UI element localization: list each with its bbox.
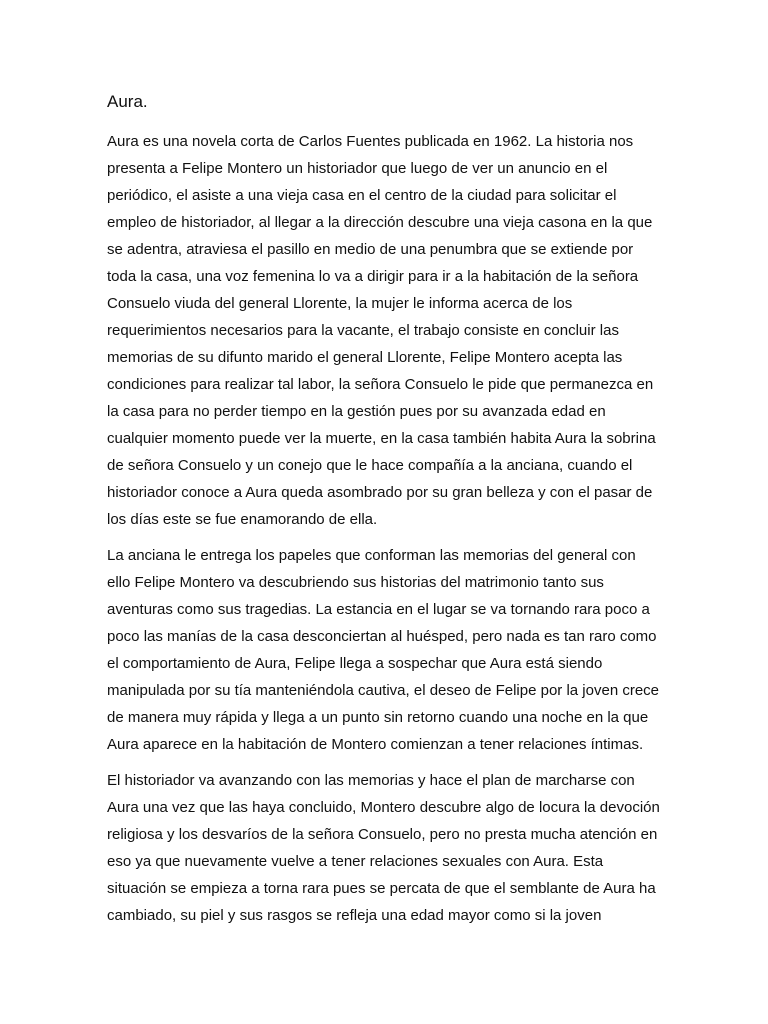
paragraph-2: La anciana le entrega los papeles que conforman las memorias del general con ello Felipe Montero va descubriendo sus historias del matrimonio tanto sus aventuras como sus tragedias. La estancia en el lugar se va tornando rara poco a poco las manías de la casa desconciertan al huésped, pero nada es tan raro como el comportamiento de Aura, Felipe llega a sospechar que Aura está siendo manipulada por su tía manteniéndola cautiva, el deseo de Felipe por la joven crece de manera muy rápida y llega a un punto sin retorno cuando una noche en la que Aura aparece en la habitación de Montero comienzan a tener relaciones íntimas. [107, 547, 660, 753]
document-body [107, 90, 663, 938]
paragraph-1: Aura es una novela corta de Carlos Fuentes publicada en 1962. La historia nos presenta a Felipe Montero un historiador que luego de ver un anuncio en el periódico, el asiste a una vieja casa en el centro de la ciudad para solicitar el empleo de historiador, al llegar a la dirección descubre una vieja casona en la que se adentra, atraviesa el pasillo en medio de una penumbra que se extiende por toda la casa, una voz femenina lo va a dirigir para ir a la habitación de la señora Consuelo viuda del general Llorente, la mujer le informa acerca de los requerimientos necesarios para la vacante, el trabajo consiste en concluir las memorias de su difunto marido el general Llorente, Felipe Montero acepta las condiciones para realizar tal labor, la señora Consuelo le pide que permanezca en la casa para no perder tiempo en la gestión pues por su avanzada edad en cualquier momento puede ver la muerte, en la casa también habita Aura la sobrina de señora Consuelo y un conejo que le hace compañía a la anciana, cuando el historiador conoce a Aura queda asombrado por su gran belleza y con el pasar de los días este se fue enamorando de ella. [107, 133, 656, 528]
paragraph-3: El historiador va avanzando con las memorias y hace el plan de marcharse con Aura una vez que las haya concluido, Montero descubre algo de locura la devoción religiosa y los desvaríos de la señora Consuelo, pero no presta mucha atención en eso ya que nuevamente vuelve a tener relaciones sexuales con Aura. Esta situación se empieza a torna rara pues se percata de que el semblante de Aura ha cambiado, su piel y sus rasgos se refleja una edad mayor como si la joven [107, 772, 660, 924]
document-title: Aura. [107, 92, 148, 111]
